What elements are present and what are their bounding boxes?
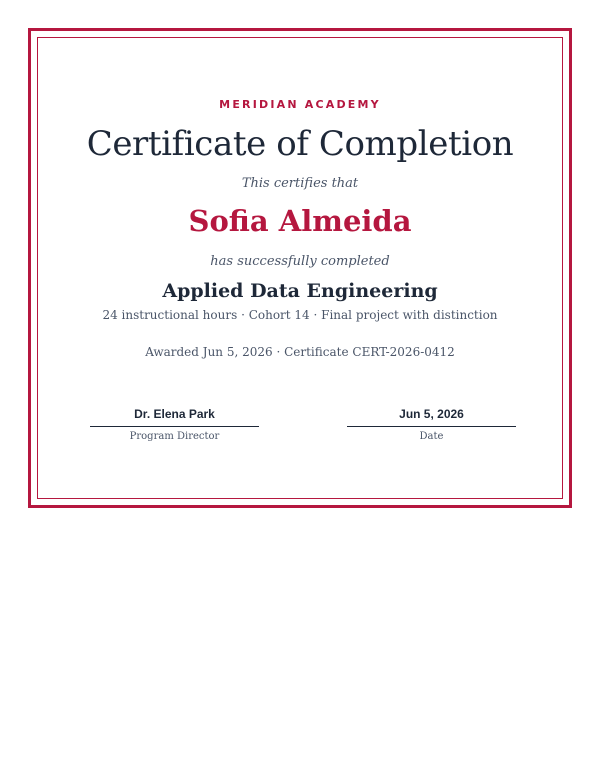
certificate xyxy=(28,28,572,508)
director-signature xyxy=(90,407,259,442)
award-info: Awarded Jun 5, 2026 · Certificate CERT-2026-0412 xyxy=(145,345,455,359)
date-label: Date xyxy=(419,431,444,442)
course-name: Applied Data Engineering xyxy=(162,280,438,302)
director-name: Dr. Elena Park xyxy=(90,407,259,427)
date-value: Jun 5, 2026 xyxy=(347,407,516,427)
director-label: Program Director xyxy=(129,431,220,442)
recipient-name: Sofia Almeida xyxy=(188,204,412,238)
date-signature xyxy=(347,407,516,442)
certifies-text: This certifies that xyxy=(241,176,359,191)
certificate-inner-border xyxy=(37,37,563,499)
course-details: 24 instructional hours · Cohort 14 · Final project with distinction xyxy=(102,308,498,322)
certificate-title: Certificate of Completion xyxy=(86,124,514,164)
academy-name: MERIDIAN ACADEMY xyxy=(219,98,381,111)
completed-text: has successfully completed xyxy=(210,254,390,269)
